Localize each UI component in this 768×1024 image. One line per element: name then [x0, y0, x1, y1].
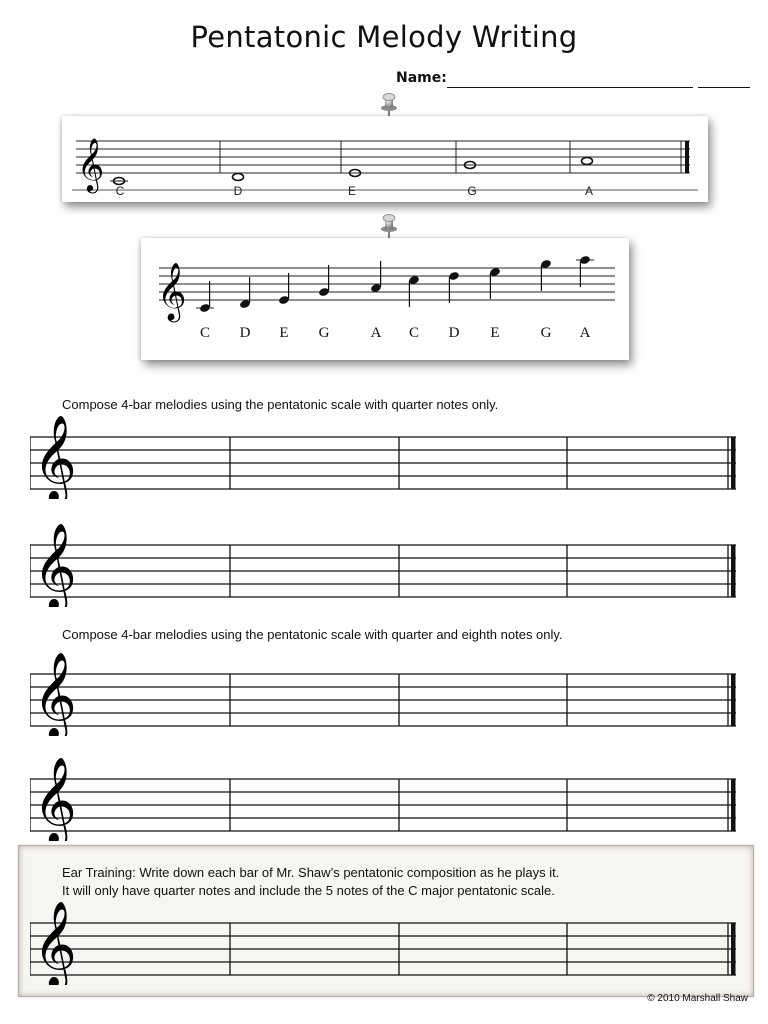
- whole-note: [233, 174, 244, 181]
- page-title: Pentatonic Melody Writing: [190, 20, 578, 54]
- treble-clef-icon: 𝄞: [77, 139, 105, 190]
- pentatonic-scale-card: [62, 116, 708, 202]
- treble-clef-icon: 𝄞: [157, 263, 187, 319]
- ear-training-line: Ear Training: Write down each bar of Mr. Shaw’s pentatonic composition as he plays it.: [62, 865, 560, 880]
- note-name: A: [584, 184, 594, 198]
- note-name: G: [318, 325, 330, 341]
- treble-clef-icon: 𝄞: [33, 760, 77, 841]
- note-name: G: [467, 184, 477, 198]
- note-name: D: [448, 325, 460, 341]
- blank-staff-4[interactable]: [30, 757, 746, 841]
- push-pin-icon: [377, 213, 401, 241]
- name-field-line[interactable]: [447, 87, 693, 88]
- name-label: Name:: [396, 70, 447, 86]
- note-name: C: [115, 184, 125, 198]
- scale-staff-quarter-notes: [141, 238, 629, 360]
- pentatonic-scale-two-octave-card: [141, 238, 629, 360]
- instruction-quarter-notes: Compose 4-bar melodies using the pentatonic scale with quarter notes only.: [62, 397, 499, 412]
- blank-staff-3[interactable]: [30, 652, 746, 736]
- treble-clef-icon: 𝄞: [33, 526, 77, 607]
- note-name: A: [370, 325, 382, 341]
- blank-staff-1[interactable]: [30, 415, 746, 499]
- note-name: E: [347, 184, 357, 198]
- whole-note: [582, 158, 593, 165]
- note-name: E: [490, 325, 500, 341]
- note-name: G: [540, 325, 552, 341]
- note-name: C: [408, 325, 420, 341]
- blank-staff-ear-training[interactable]: [30, 901, 746, 985]
- treble-clef-icon: 𝄞: [33, 418, 77, 499]
- note-name: E: [279, 325, 289, 341]
- note-name: C: [199, 325, 211, 341]
- note-name: A: [579, 325, 591, 341]
- copyright-notice: © 2010 Marshall Shaw: [647, 993, 748, 1004]
- blank-staff-2[interactable]: [30, 523, 746, 607]
- ear-training-line: It will only have quarter notes and include the 5 notes of the C major pentatonic scale.: [62, 883, 555, 898]
- note-name: D: [233, 184, 243, 198]
- note-name: D: [239, 325, 251, 341]
- date-field-line[interactable]: [698, 87, 750, 88]
- treble-clef-icon: 𝄞: [33, 904, 77, 985]
- treble-clef-icon: 𝄞: [33, 655, 77, 736]
- ear-training-instructions: [62, 864, 559, 900]
- scale-staff-whole-notes: [62, 116, 708, 202]
- instruction-quarter-eighth-notes: Compose 4-bar melodies using the pentatonic scale with quarter and eighth notes only.: [62, 627, 563, 642]
